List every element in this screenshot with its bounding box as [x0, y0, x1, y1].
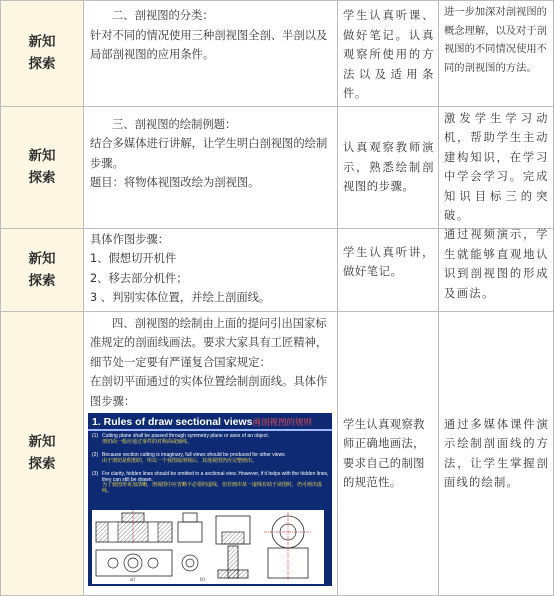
- design-intent-cell: [439, 106, 554, 228]
- design-intent-cell: [439, 1, 554, 107]
- stage-label: 探索: [28, 56, 56, 73]
- design-intent-cell: [439, 228, 554, 311]
- slide-divider: [88, 429, 332, 431]
- student-activity-text: 学生认真观察教师正确地画法，要求自己的制图的规范性。: [343, 417, 425, 489]
- slide-title-cn: 画剖视图的规则: [252, 417, 312, 427]
- student-activity-text: 学生认真听课、做好笔记。认真观察所使用的方法以及适用条件。: [343, 9, 434, 100]
- design-intent-text: 激发学生学习动机，帮助学生主动建构知识，在学习中学会学习。完成知识目标三的突破。: [444, 111, 549, 222]
- stage-label: 新知: [28, 250, 56, 267]
- student-activity-cell: [338, 106, 439, 228]
- stage-label: 探索: [28, 272, 56, 289]
- section-heading: 三、剖视图的绘制例题：: [112, 117, 237, 131]
- step-item: 1、假想切开机件: [90, 252, 177, 265]
- step-item: 2、移去部分机件；: [90, 271, 188, 285]
- table-row: [1, 106, 554, 228]
- design-intent-text: 进一步加深对剖视图的概念理解，以及对于剖视图的不同情况使用不同的剖视图的方法。: [444, 6, 547, 74]
- table-row: [1, 228, 554, 311]
- content-text: 结合多媒体进行讲解，让学生明白剖视图的绘制步骤。: [90, 137, 328, 170]
- content-cell: [84, 311, 338, 595]
- content-text: 在剖切平面通过的实体位置绘制剖面线。具体作图步骤：: [90, 375, 328, 408]
- stage-cell: [1, 228, 84, 311]
- stage-label: 新知: [28, 434, 56, 450]
- content-text: 题目：将物体视图改绘为剖视图。: [90, 176, 260, 189]
- content-cell: [84, 106, 338, 228]
- student-activity-cell: [338, 228, 439, 311]
- stage-label: 新知: [28, 34, 56, 51]
- section-heading: 二、剖视图的分类：: [112, 9, 214, 22]
- student-activity-text: 认真观察教师演示，熟悉绘制剖视图的步骤。: [343, 141, 434, 194]
- figure-label-b: b): [200, 577, 206, 583]
- courseware-slide-image: [88, 413, 332, 586]
- slide-rule: (1) Cutting plane shall be passed through symmetry plane or axes of an object. 剖切面一般应通过零件的对称面或轴线。: [92, 433, 270, 445]
- design-intent-text: 通过多媒体课件演示绘制剖面线的方法，让学生掌握剖面线的绘制。: [444, 417, 549, 489]
- stage-cell: [1, 1, 84, 107]
- design-intent-cell: [439, 311, 554, 595]
- stage-cell: [1, 311, 84, 595]
- sectional-view-drawings: [92, 510, 324, 584]
- technical-drawing-figure: [92, 510, 324, 584]
- front-section-view: [96, 522, 172, 542]
- table-row: [1, 311, 554, 595]
- slide-rule: (3) For clarity, hidden lines should be omitted in a sectional view. However, if it helps with the hidden lines, they can still be drawn. 为了使图形更加清晰，剖视图中应省略不必要的虚线，但若画出某一虚线有助于读图时，仍可画出虚线。: [92, 471, 329, 494]
- content-cell: [84, 1, 338, 107]
- design-intent-text: 通过视频演示，学生就能够直观地认识到剖视图的形成及画法。: [444, 228, 549, 300]
- stage-label: 探索: [28, 170, 56, 186]
- stage-cell: [1, 106, 84, 228]
- content-cell: [84, 228, 338, 311]
- student-activity-cell: [338, 1, 439, 107]
- content-text: 针对不同的情况使用三种剖视图全剖、半剖以及局部剖视图的应用条件。: [90, 28, 328, 61]
- slide-title: 1. Rules of draw sectional views画剖视图的规则: [92, 416, 312, 428]
- figure-label-a: a): [130, 577, 136, 583]
- step-heading: 具体作图步骤：: [90, 232, 170, 246]
- slide-rule: (2) Because section cutting is imaginary, full views should be produced for other views 由于剖切是假想的，所以一个视图取剖视后，其他视图仍应完整画出。: [92, 452, 285, 464]
- table-row: [1, 1, 554, 107]
- student-activity-cell: [338, 311, 439, 595]
- student-activity-text: 学生认真听讲，做好笔记。: [343, 245, 434, 278]
- stage-label: 新知: [28, 148, 56, 164]
- step-item: 3 、判别实体位置，并绘上剖面线。: [90, 291, 271, 304]
- stage-label: 探索: [28, 456, 56, 472]
- content-text: 四、剖视图的绘制由上面的提问引出国家标准规定的剖面线画法。要求大家具有工匠精神，细节处一定要有严谨复合国家规定：: [90, 316, 328, 369]
